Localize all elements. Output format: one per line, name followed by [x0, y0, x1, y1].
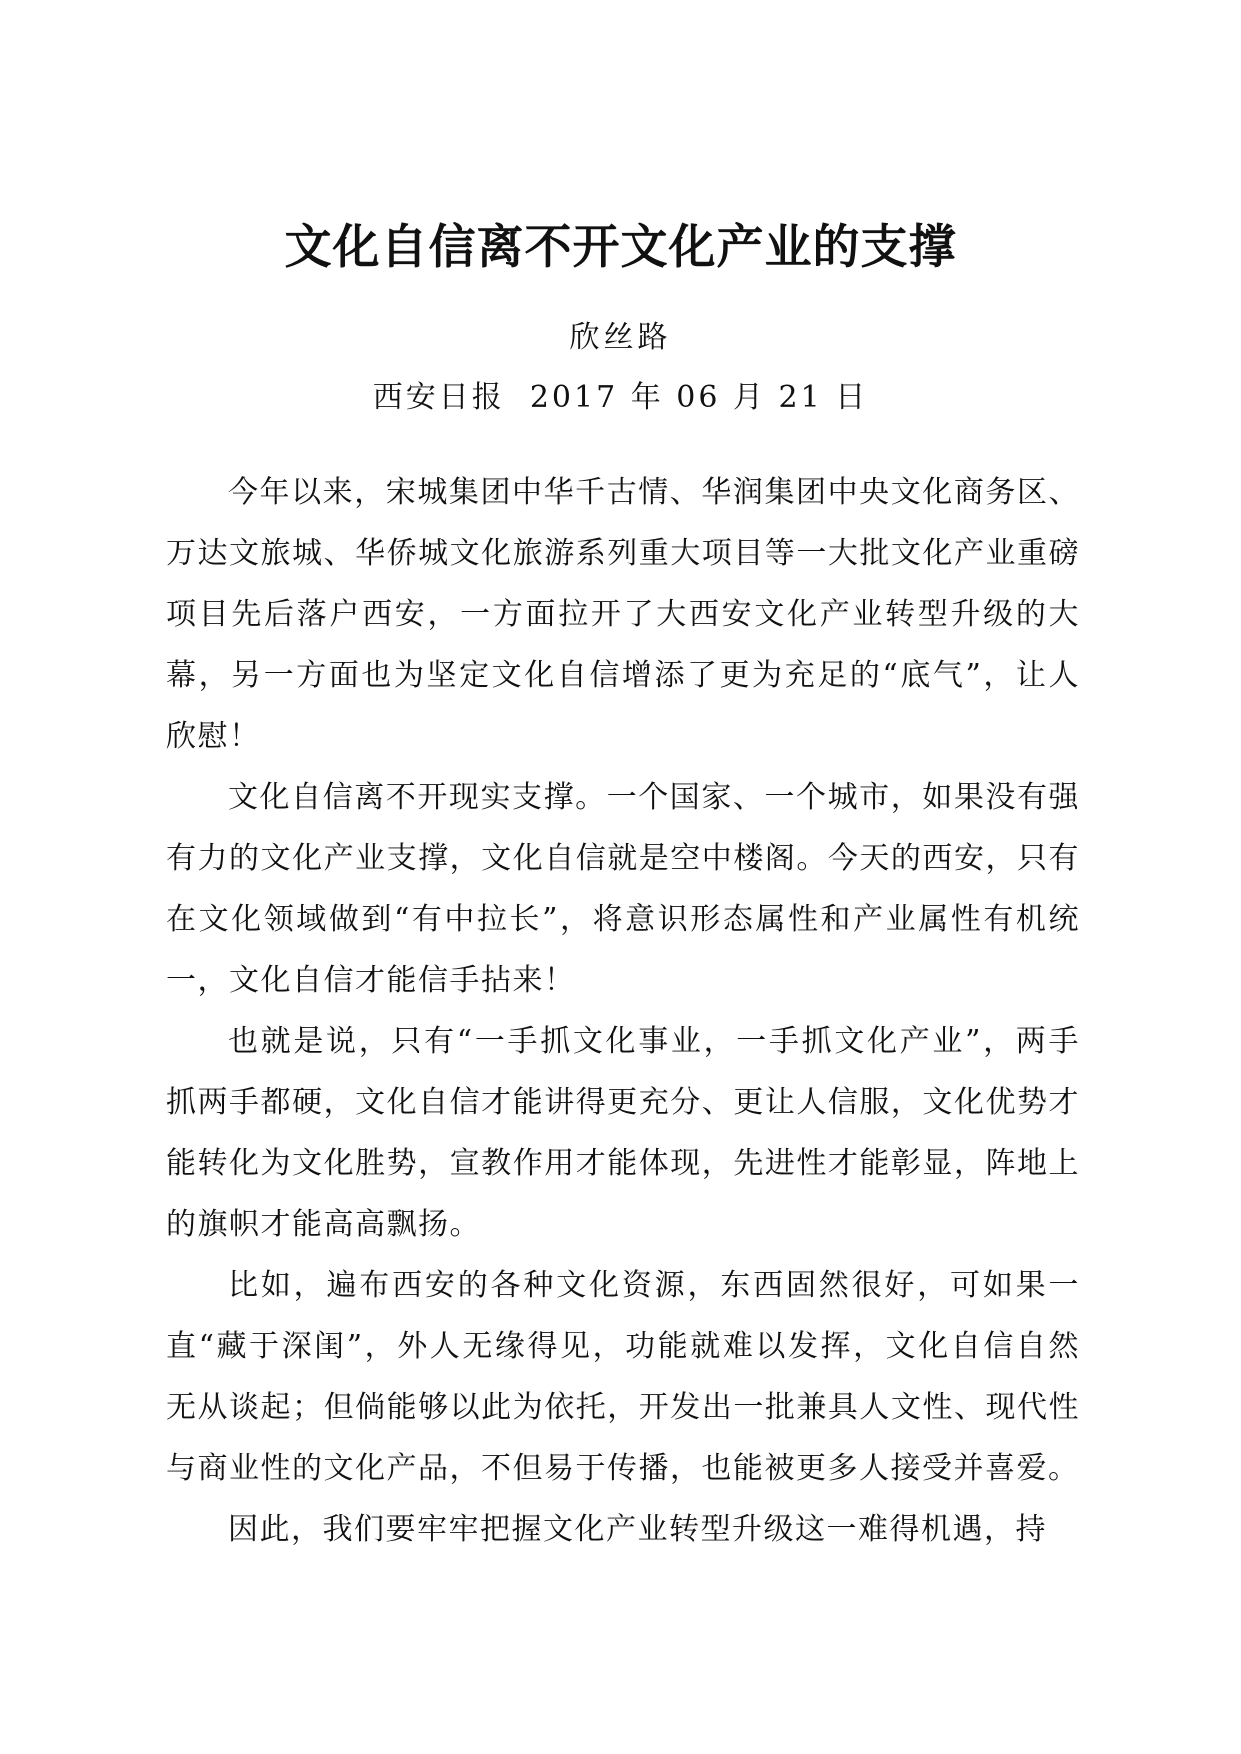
- article-body: [166, 462, 1080, 1560]
- body-paragraph: 文化自信离不开现实支撑。一个国家、一个城市，如果没有强有力的文化产业支撑，文化自信就是空中楼阁。今天的西安，只有在文化领域做到“有中拉长”，将意识形态属性和产业属性有机统一，文化自信才能信手拈来！: [166, 780, 1080, 998]
- article-title: 文化自信离不开文化产业的支撑: [284, 220, 957, 275]
- article-source-date: 西安日报 2017 年 06 月 21 日: [372, 380, 869, 415]
- body-paragraph: 也就是说，只有“一手抓文化事业，一手抓文化产业”，两手抓两手都硬，文化自信才能讲得更充分、更让人信服，文化优势才能转化为文化胜势，宣教作用才能体现，先进性才能彰显，阵地上的旗帜才能高高飘扬。: [166, 1024, 1080, 1242]
- body-paragraph: 今年以来，宋城集团中华千古情、华润集团中央文化商务区、万达文旅城、华侨城文化旅游系列重大项目等一大批文化产业重磅项目先后落户西安，一方面拉开了大西安文化产业转型升级的大幕，另一方面也为坚定文化自信增添了更为充足的“底气”，让人欣慰！: [166, 475, 1080, 754]
- article-author: 欣丝路: [569, 320, 672, 355]
- body-paragraph: 比如，遍布西安的各种文化资源，东西固然很好，可如果一直“藏于深闺”，外人无缘得见，功能就难以发挥，文化自信自然无从谈起；但倘能够以此为依托，开发出一批兼具人文性、现代性与商业性的文化产品，不但易于传播，也能被更多人接受并喜爱。: [166, 1268, 1080, 1486]
- body-paragraph: 因此，我们要牢牢把握文化产业转型升级这一难得机遇，持: [228, 1512, 1047, 1547]
